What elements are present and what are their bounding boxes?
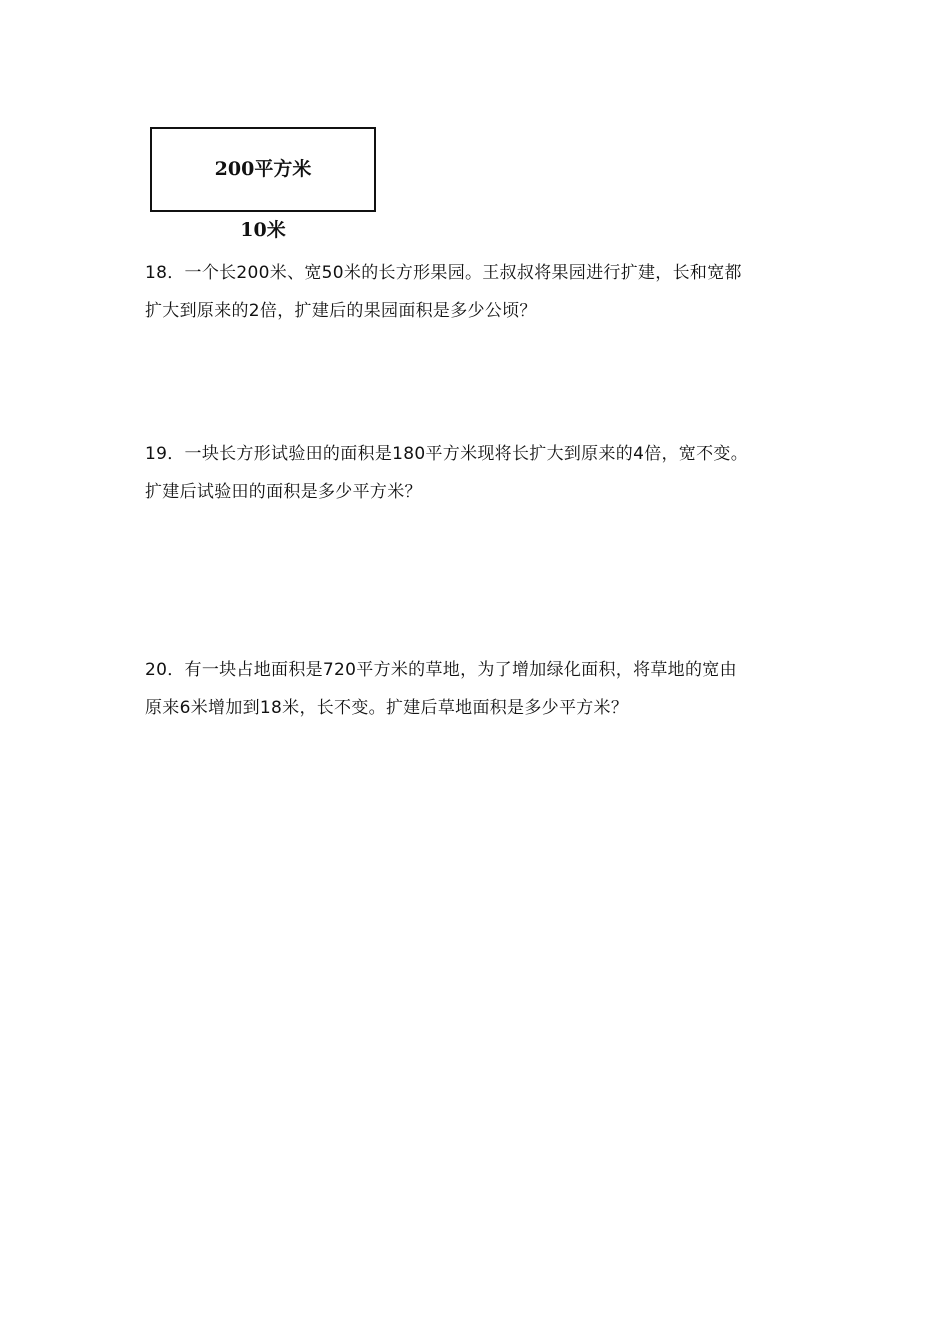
question-20-line-2: 原来6米增加到18米，长不变。扩建后草地面积是多少平方米？ — [145, 698, 629, 718]
rectangle-figure — [150, 127, 376, 212]
question-19-line-2: 扩建后试验田的面积是多少平方米？ — [145, 482, 422, 502]
figure-width-label: 10米 — [240, 219, 286, 241]
figure-area-label: 200平方米 — [214, 158, 312, 180]
question-19-line-1: 19．一块长方形试验田的面积是180平方米现将长扩大到原来的4倍，宽不变。 — [145, 444, 748, 464]
question-20-line-1: 20．有一块占地面积是720平方米的草地，为了增加绿化面积，将草地的宽由 — [145, 660, 737, 680]
question-20 — [145, 651, 815, 727]
question-19 — [145, 435, 815, 511]
question-18-line-1: 18．一个长200米、宽50米的长方形果园。王叔叔将果园进行扩建，长和宽都 — [145, 263, 742, 283]
question-18 — [145, 254, 815, 330]
question-18-line-2: 扩大到原来的2倍，扩建后的果园面积是多少公顷？ — [145, 301, 537, 321]
